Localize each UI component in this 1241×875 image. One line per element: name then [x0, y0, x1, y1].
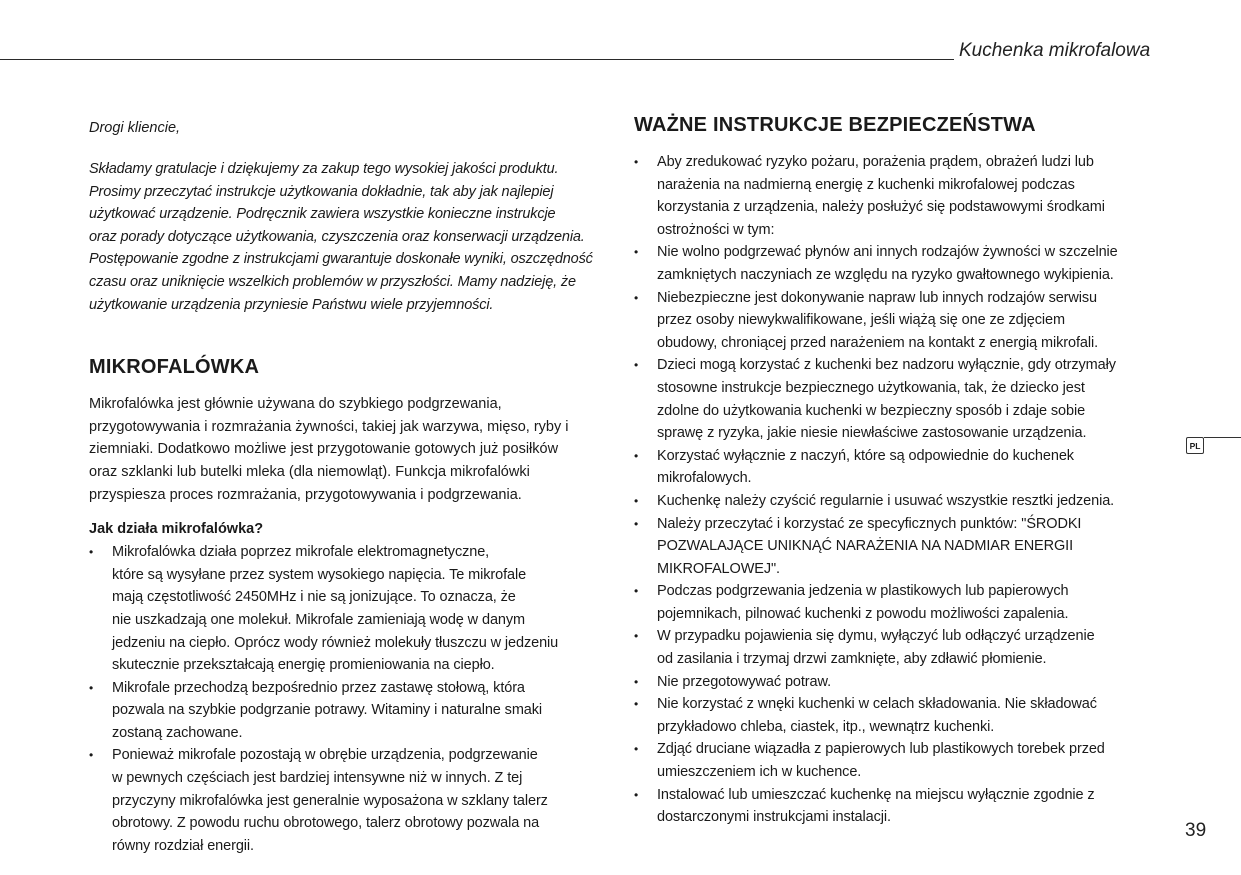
text-line: Korzystać wyłącznie z naczyń, które są odpowiednie do kuchenek — [657, 447, 1074, 464]
list-item-text — [657, 671, 1169, 694]
text-line: pozwala na szybkie podgrzanie potrawy. Witaminy i naturalne smaki — [112, 702, 543, 719]
text-line: które są wysyłane przez system wysokiego napięcia. Te mikrofale — [112, 566, 527, 583]
text-line: Mikrofalówka działa poprzez mikrofale elektromagnetyczne, — [112, 544, 490, 561]
text-line: użytkowanie urządzenia przyniesie Państwu wiele przyjemności. — [89, 296, 494, 313]
list-item-text — [657, 151, 1169, 241]
list-item — [634, 693, 1169, 738]
text-line: umieszczeniem ich w kuchence. — [657, 764, 862, 781]
list-item — [634, 784, 1169, 829]
text-line: Nie wolno podgrzewać płynów ani innych rodzajów żywności w szczelnie — [657, 244, 1118, 261]
language-tab: PL — [1186, 437, 1204, 454]
bullet-marker: • — [89, 545, 94, 560]
how-it-works-subheading: Jak działa mikrofalówka? — [89, 521, 264, 538]
list-item-text — [657, 513, 1169, 581]
list-item-text — [112, 677, 609, 745]
bullet-marker: • — [634, 245, 639, 260]
text-line: przyczyny mikrofalówka jest generalnie wyposażona w szklany talerz — [112, 792, 548, 809]
list-item-text — [657, 241, 1169, 286]
bullet-marker: • — [634, 493, 639, 508]
list-item — [634, 671, 1169, 694]
list-item — [634, 738, 1169, 783]
text-line: użytkować urządzenie. Podręcznik zawiera wszystkie konieczne instrukcje — [89, 206, 556, 223]
list-item-text — [657, 354, 1169, 444]
list-item-text — [657, 693, 1169, 738]
text-line: Zdjąć druciane wiązadła z papierowych lub plastikowych torebek przed — [657, 741, 1105, 758]
bullet-marker: • — [634, 358, 639, 373]
bullet-marker: • — [634, 155, 639, 169]
header-rule — [0, 59, 954, 60]
text-line: dostarczonymi instrukcjami instalacji. — [657, 809, 891, 826]
text-line: zamkniętych naczyniach ze względu na ryzyko gwałtownego wykipienia. — [657, 266, 1114, 283]
list-item — [634, 490, 1169, 513]
bullet-marker: • — [634, 290, 639, 305]
text-line: korzystania z urządzenia, należy posłużyć się podstawowymi środkami — [657, 199, 1105, 216]
text-line: przykładowo chleba, ciastek, itp., wewnątrz kuchenki. — [657, 718, 995, 735]
text-line: zostaną zachowane. — [112, 724, 243, 741]
text-line: jedzeniu na ciepło. Oprócz wody również molekuły tłuszczu w jedzeniu — [112, 634, 559, 651]
list-item-text — [657, 625, 1169, 670]
list-item — [634, 625, 1169, 670]
bullet-marker: • — [634, 448, 639, 463]
text-line: ostrożności w tym: — [657, 221, 775, 238]
text-line: ziemniaki. Dodatkowo możliwe jest przygotowanie gotowych już posiłków — [89, 441, 559, 458]
bullet-marker: • — [634, 629, 639, 644]
intro-paragraph — [89, 158, 609, 316]
list-item — [89, 677, 609, 745]
text-line: Niebezpieczne jest dokonywanie napraw lub innych rodzajów serwisu — [657, 289, 1098, 306]
text-line: Postępowanie zgodne z instrukcjami gwarantuje doskonałe wyniki, oszczędność — [89, 251, 593, 268]
text-line: oraz porady dotyczące użytkowania, czyszczenia oraz konserwacji urządzenia. — [89, 228, 585, 245]
how-it-works-list — [89, 541, 609, 857]
text-line: Mikrofalówka jest głównie używana do szybkiego podgrzewania, — [89, 396, 502, 413]
text-line: MIKROFALOWEJ". — [657, 560, 780, 577]
right-column — [634, 114, 1169, 829]
safety-heading: WAŻNE INSTRUKCJE BEZPIECZEŃSTWA — [634, 114, 1036, 136]
text-line: przyspiesza proces rozmrażania, przygotowywania i podgrzewania. — [89, 486, 522, 503]
microwave-heading: MIKROFALÓWKA — [89, 356, 260, 379]
text-line: Nie korzystać z wnęki kuchenki w celach składowania. Nie składować — [657, 696, 1097, 713]
text-line: Podczas podgrzewania jedzenia w plastikowych lub papierowych — [657, 583, 1069, 600]
list-item — [634, 354, 1169, 444]
list-item — [634, 151, 1169, 241]
list-item-text — [112, 744, 609, 857]
text-line: stosowne instrukcje bezpiecznego użytkowania, tak, że dziecko jest — [657, 379, 1085, 396]
list-item-text — [657, 445, 1169, 490]
microwave-description — [89, 393, 609, 506]
list-item-text — [657, 784, 1169, 829]
text-line: mają częstotliwość 2450MHz i nie są jonizujące. To oznacza, że — [112, 589, 516, 606]
bullet-marker: • — [634, 697, 639, 712]
text-line: przez osoby niewykwalifikowane, jeśli wiążą się one ze zdjęciem — [657, 312, 1065, 329]
text-line: Aby zredukować ryzyko pożaru, porażenia prądem, obrażeń ludzi lub — [657, 154, 1094, 170]
left-column — [89, 118, 609, 857]
running-header-title: Kuchenka mikrofalowa — [959, 40, 1151, 61]
bullet-marker: • — [634, 584, 639, 599]
bullet-marker: • — [89, 680, 94, 695]
list-item — [89, 744, 609, 857]
bullet-marker: • — [634, 516, 639, 531]
text-line: od zasilania i trzymaj drzwi zamknięte, aby zdławić płomienie. — [657, 651, 1047, 668]
text-line: W przypadku pojawienia się dymu, wyłączyć lub odłączyć urządzenie — [657, 628, 1095, 645]
text-line: zdolne do użytkowania kuchenki w bezpieczny sposób i zdaje sobie — [657, 402, 1086, 419]
text-line: czasu oraz uniknięcie wszelkich problemów w przyszłości. Mamy nadzieję, że — [89, 273, 576, 290]
text-line: nie uszkadzają one molekuł. Mikrofale zamieniają wodę w danym — [112, 611, 525, 628]
text-line: przygotowywania i rozmrażania żywności, takiej jak warzywa, mięso, ryby i — [89, 418, 569, 435]
bullet-marker: • — [634, 742, 639, 757]
text-line: skutecznie przekształcają energię promieniowania na ciepło. — [112, 657, 495, 674]
text-line: obudowy, chroniącej przed narażeniem na kontakt z energią mikrofali. — [657, 334, 1099, 351]
list-item-text — [657, 287, 1169, 355]
text-line: Składamy gratulacje i dziękujemy za zakup tego wysokiej jakości produktu. — [89, 161, 559, 177]
text-line: narażenia na nadmierną energię z kuchenki mikrofalowej podczas — [657, 176, 1075, 193]
text-line: sprawę z ryzyka, jakie niesie niewłaściwe zastosowanie urządzenia. — [657, 425, 1087, 442]
bullet-marker: • — [634, 787, 639, 802]
text-line: Dzieci mogą korzystać z kuchenki bez nadzoru wyłącznie, gdy otrzymały — [657, 357, 1116, 374]
text-line: oraz szklanki lub butelki mleka (dla niemowląt). Funkcja mikrofalówki — [89, 463, 530, 480]
text-line: Nie przegotowywać potraw. — [657, 673, 831, 690]
text-line: Prosimy przeczytać instrukcje użytkowania dokładnie, tak aby jak najlepiej — [89, 183, 554, 200]
list-item — [634, 241, 1169, 286]
language-tab-rule — [1204, 437, 1241, 438]
text-line: równy rozdział energii. — [112, 837, 254, 854]
text-line: POZWALAJĄCE UNIKNĄĆ NARAŻENIA NA NADMIAR ENERGII — [657, 538, 1074, 555]
text-line: Kuchenkę należy czyścić regularnie i usuwać wszystkie resztki jedzenia. — [657, 492, 1115, 509]
text-line: mikrofalowych. — [657, 470, 752, 487]
list-item — [634, 287, 1169, 355]
bullet-marker: • — [89, 748, 94, 763]
text-line: Ponieważ mikrofale pozostają w obrębie urządzenia, podgrzewanie — [112, 747, 538, 764]
text-line: pojemnikach, pilnować kuchenki z powodu możliwości zapalenia. — [657, 605, 1069, 622]
list-item — [89, 541, 609, 677]
list-item-text — [657, 490, 1169, 513]
text-line: obrotowy. Z powodu ruchu obrotowego, talerz obrotowy pozwala na — [112, 815, 540, 832]
text-line: Instalować lub umieszczać kuchenkę na miejscu wyłącznie zgodnie z — [657, 786, 1095, 803]
list-item — [634, 580, 1169, 625]
text-line: Mikrofale przechodzą bezpośrednio przez zastawę stołową, która — [112, 679, 525, 696]
list-item — [634, 445, 1169, 490]
bullet-marker: • — [634, 674, 639, 689]
list-item-text — [657, 580, 1169, 625]
list-item — [634, 513, 1169, 581]
greeting: Drogi kliencie, — [89, 120, 181, 136]
text-line: Należy przeczytać i korzystać ze specyficznych punktów: "ŚRODKI — [657, 515, 1082, 532]
list-item-text — [112, 541, 609, 677]
list-item-text — [657, 738, 1169, 783]
page-number: 39 — [1185, 820, 1207, 841]
safety-instructions-list — [634, 151, 1169, 829]
text-line: w pewnych częściach jest bardziej intensywne niż w innych. Z tej — [112, 770, 523, 787]
